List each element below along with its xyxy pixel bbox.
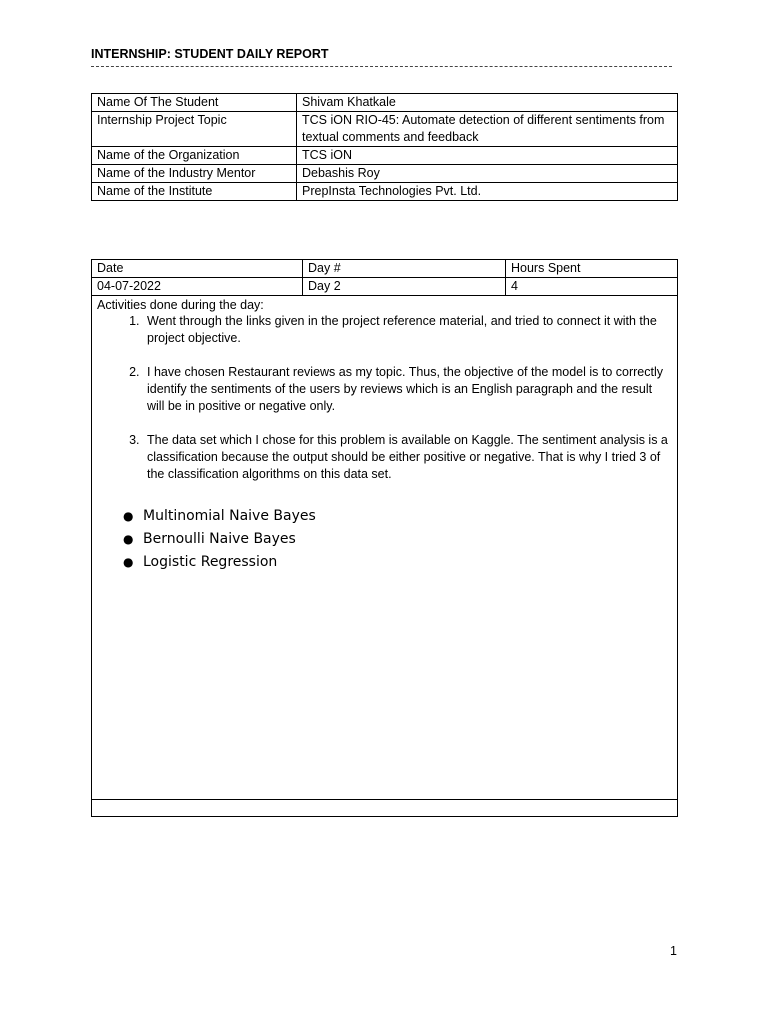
institute-value: PrepInsta Technologies Pvt. Ltd. [297,183,678,201]
industry-mentor-value: Debashis Roy [297,165,678,183]
project-topic-label: Internship Project Topic [92,112,297,147]
page-number: 1 [670,944,677,958]
activities-cell [92,296,678,800]
organization-label: Name of the Organization [92,147,297,165]
algorithm-label: Bernoulli Naive Bayes [143,531,296,547]
algorithm-label: Logistic Regression [143,554,278,570]
table-row [92,112,678,147]
bullet-icon: ● [123,555,134,569]
algorithm-item [123,506,672,527]
algorithm-label: Multinomial Naive Bayes [143,508,316,524]
activity-item: 3. The data set which I chose for this problem is available on Kaggle. The sentiment analysis is a classification because the output should be either positive or negative. That is why I tried 3 of the classification algorithms on this data set. [143,432,672,483]
hours-value: 4 [506,278,678,296]
table-row [92,278,678,296]
report-title: INTERNSHIP: STUDENT DAILY REPORT [91,47,329,61]
dashed-separator [91,66,672,67]
bullet-icon: ● [123,509,134,523]
date-value: 04-07-2022 [92,278,303,296]
empty-cell [92,800,678,817]
activities-heading: Activities done during the day: [97,298,264,312]
day-header: Day # [303,260,506,278]
student-info-table [91,93,678,201]
table-row [92,165,678,183]
table-row [92,183,678,201]
hours-header: Hours Spent [506,260,678,278]
algorithm-item [123,529,672,550]
bullet-icon: ● [123,532,134,546]
project-topic-value: TCS iON RIO-45: Automate detection of different sentiments from textual comments and feedback [297,112,678,147]
activity-item: 2. I have chosen Restaurant reviews as my topic. Thus, the objective of the model is to correctly identify the sentiments of the users by reviews which is an English paragraph and the result will be in positive or negative only. [143,364,672,415]
institute-label: Name of the Institute [92,183,297,201]
daily-activity-table [91,259,678,817]
table-row [92,147,678,165]
table-row [92,94,678,112]
activity-item: 1. Went through the links given in the project reference material, and tried to connect it with the project objective. [143,313,672,347]
industry-mentor-label: Name of the Industry Mentor [92,165,297,183]
table-row [92,296,678,800]
empty-row [92,800,678,817]
student-name-value: Shivam Khatkale [297,94,678,112]
algorithm-list [97,506,672,573]
organization-value: TCS iON [297,147,678,165]
activity-list [97,313,672,483]
algorithm-item [123,552,672,573]
student-name-label: Name Of The Student [92,94,297,112]
table-header-row [92,260,678,278]
date-header: Date [92,260,303,278]
day-value: Day 2 [303,278,506,296]
